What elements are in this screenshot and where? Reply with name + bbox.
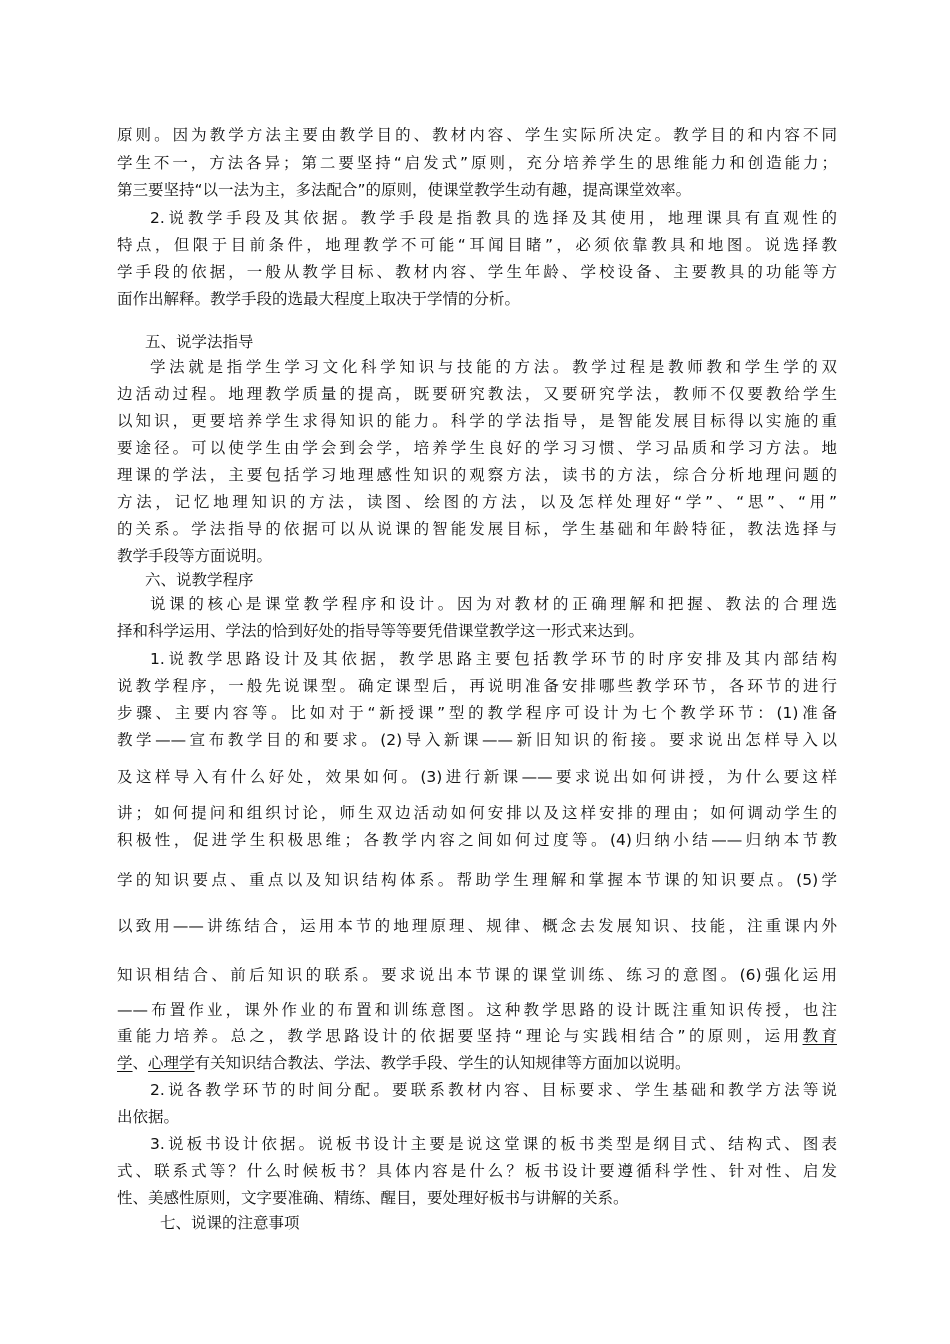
link-education[interactable]: 教育 xyxy=(802,1027,837,1045)
text-line: 理课的学法，主要包括学习地理感性知识的观察方法，读书的方法，综合分析地理问题的 xyxy=(117,466,837,484)
text-line: 及这样导入有什么好处，效果如何。(3)进行新课——要求说出如何讲授，为什么要这样 xyxy=(117,768,837,786)
text-line: 步骤、主要内容等。比如对于“新授课”型的教学程序可设计为七个教学环节：(1)准备 xyxy=(117,704,837,722)
text-line: 学法就是指学生学习文化科学知识与技能的方法。教学过程是教师教和学生学的双 xyxy=(150,358,837,376)
text-line: 2.说教学手段及其依据。教学手段是指教具的选择及其使用，地理课具有直观性的 xyxy=(150,209,837,227)
text-line: 教学手段等方面说明。 xyxy=(117,547,273,565)
text-run: 有关知识结合教法、学法、教学手段、学生的认知规律等方面加以说明。 xyxy=(194,1054,691,1072)
text-line: 以知识，更要培养学生求得知识的能力。科学的学法指导，是智能发展目标得以实施的重 xyxy=(117,412,837,430)
text-line: 学的知识要点、重点以及知识结构体系。帮助学生理解和掌握本节课的知识要点。(5)学 xyxy=(117,871,837,889)
text-line: 第三要坚持“以一法为主，多法配合”的原则，使课堂教学生动有趣，提高课堂效率。 xyxy=(117,181,692,199)
section-heading-6: 六、说教学程序 xyxy=(145,571,254,589)
text-line: 式、联系式等？什么时候板书？具体内容是什么？板书设计要遵循科学性、针对性、启发 xyxy=(117,1162,837,1180)
text-line: 知识相结合、前后知识的联系。要求说出本节课的课堂训练、练习的意图。(6)强化运用 xyxy=(117,966,837,984)
text-line: 2.说各教学环节的时间分配。要联系教材内容、目标要求、学生基础和教学方法等说 xyxy=(150,1081,837,1099)
text-line: 的关系。学法指导的依据可以从说课的智能发展目标，学生基础和年龄特征，教法选择与 xyxy=(117,520,837,538)
link-education-cont[interactable]: 学 xyxy=(117,1054,133,1072)
text-run: 重能力培养。总之，教学思路设计的依据要坚持“理论与实践相结合”的原则，运用 xyxy=(117,1027,803,1045)
text-line: 出依据。 xyxy=(117,1108,180,1126)
text-line: 学手段的依据，一般从教学目标、教材内容、学生年龄、学校设备、主要教具的功能等方 xyxy=(117,263,837,281)
text-line: 面作出解释。教学手段的选最大程度上取决于学情的分析。 xyxy=(117,290,521,308)
text-line: 择和科学运用、学法的恰到好处的指导等等要凭借课堂教学这一形式来达到。 xyxy=(117,622,645,640)
text-line: 说课的核心是课堂教学程序和设计。因为对教材的正确理解和把握、教法的合理选 xyxy=(150,595,837,613)
text-line: 积极性，促进学生积极思维；各教学内容之间如何过度等。(4)归纳小结——归纳本节教 xyxy=(117,831,837,849)
text-line: 以致用——讲练结合，运用本节的地理原理、规律、概念去发展知识、技能，注重课内外 xyxy=(117,917,837,935)
link-psychology[interactable]: 心理学 xyxy=(148,1054,195,1072)
text-line xyxy=(117,1052,837,1074)
text-line: 讲；如何提问和组织讨论，师生双边活动如何安排以及这样安排的理由；如何调动学生的 xyxy=(117,804,837,822)
section-heading-5: 五、说学法指导 xyxy=(145,333,254,351)
text-line: 要途径。可以使学生由学会到会学，培养学生良好的学习习惯、学习品质和学习方法。地 xyxy=(117,439,837,457)
text-line: 特点，但限于目前条件，地理教学不可能“耳闻目睹”，必须依靠教具和地图。说选择教 xyxy=(117,236,837,254)
section-heading-7: 七、说课的注意事项 xyxy=(160,1214,300,1232)
text-line: 学生不一，方法各异；第二要坚持“启发式”原则，充分培养学生的思维能力和创造能力； xyxy=(117,154,837,172)
text-line: 性、美感性原则，文字要准确、精练、醒目，要处理好板书与讲解的关系。 xyxy=(117,1189,629,1207)
text-line: 原则。因为教学方法主要由教学目的、教材内容、学生实际所决定。教学目的和内容不同 xyxy=(117,126,837,144)
text-line: 说教学程序，一般先说课型。确定课型后，再说明准备安排哪些教学环节，各环节的进行 xyxy=(117,677,837,695)
text-line xyxy=(117,1025,837,1047)
text-line: 教学——宣布教学目的和要求。(2)导入新课——新旧知识的衔接。要求说出怎样导入以 xyxy=(117,731,837,749)
separator: 、 xyxy=(132,1054,149,1072)
text-line: 3.说板书设计依据。说板书设计主要是说这堂课的板书类型是纲目式、结构式、图表 xyxy=(150,1135,837,1153)
text-line: ——布置作业，课外作业的布置和训练意图。这种教学思路的设计既注重知识传授，也注 xyxy=(117,1001,837,1019)
text-line: 边活动过程。地理教学质量的提高，既要研究教法，又要研究学法，教师不仅要教给学生 xyxy=(117,385,837,403)
text-line: 方法，记忆地理知识的方法，读图、绘图的方法，以及怎样处理好“学”、“思”、“用” xyxy=(117,493,837,511)
text-line: 1.说教学思路设计及其依据，教学思路主要包括教学环节的时序安排及其内部结构 xyxy=(150,650,837,668)
